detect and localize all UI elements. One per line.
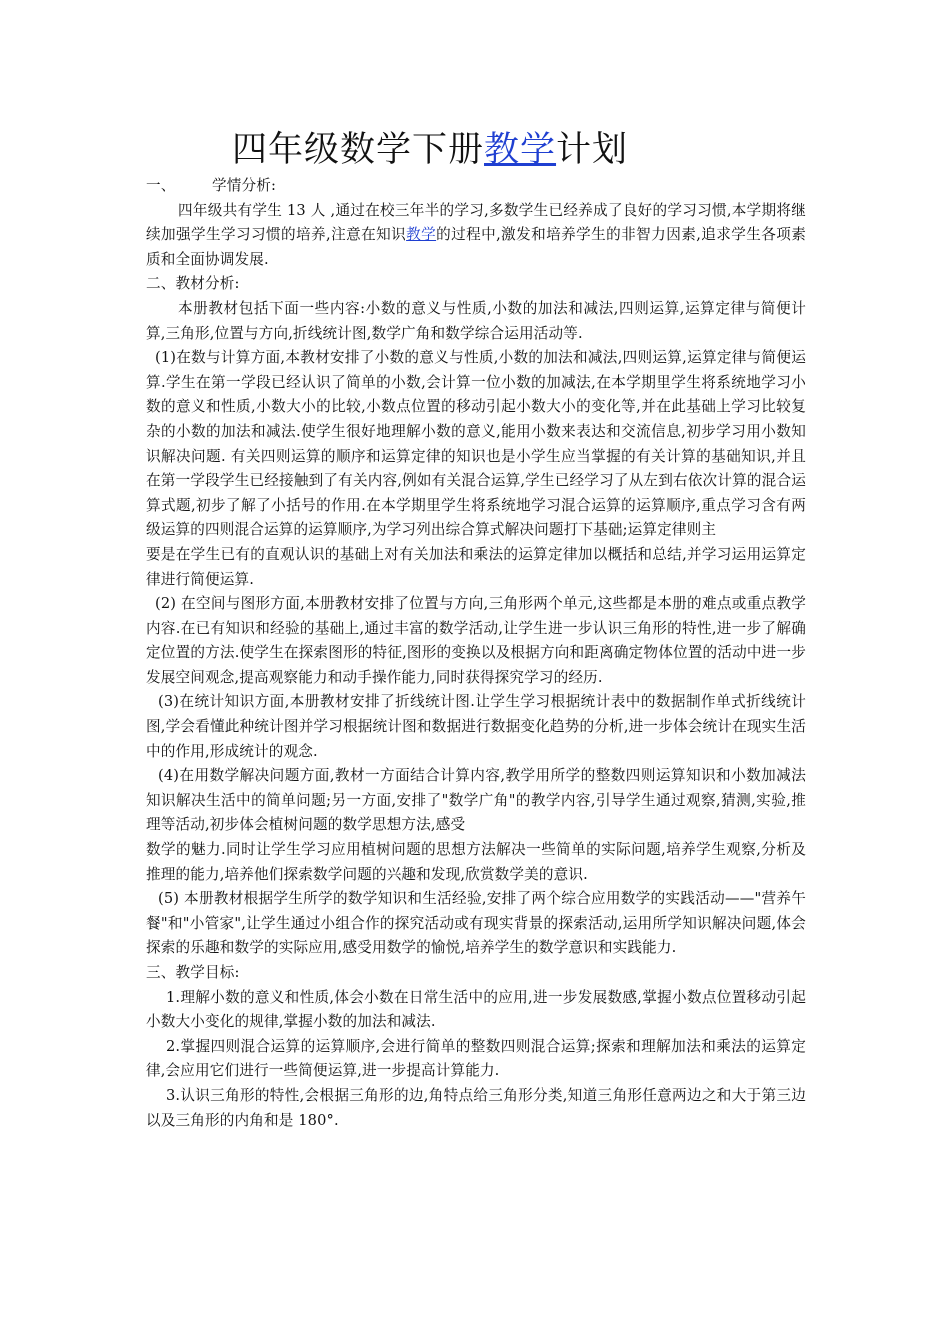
- title-text-end: 计划: [556, 130, 629, 170]
- document-body: [146, 174, 806, 1133]
- title-link-teaching[interactable]: 教学: [484, 130, 557, 170]
- section-3-goal-3: 3.认识三角形的特性,会根据三角形的边,角特点给三角形分类,知道三角形任意两边之和大于第三边以及三角形的内角和是 180°.: [146, 1086, 806, 1129]
- section-1-heading: [146, 174, 806, 199]
- section-2-item-2-paragraph: (2) 在空间与图形方面,本册教材安排了位置与方向,三角形两个单元,这些都是本册的难点或重点教学内容.在已有知识和经验的基础上,通过丰富的数学活动,让学生进一步认识三角形的特性,进一步了解确定位置的方法.使学生在探索图形的特征,图形的变换以及根据方向和距离确定物体位置的活动中进一步发展空间观念,提高观察能力和动手操作能力,同时获得探究学习的经历.: [146, 595, 806, 686]
- section-2-item-1-continuation: 要是在学生已有的直观认识的基础上对有关加法和乘法的运算定律加以概括和总结,并学习运用运算定律进行简便运算.: [146, 545, 806, 588]
- section-2-intro-paragraph: 本册教材包括下面一些内容:小数的意义与性质,小数的加法和减法,四则运算,运算定律与简便计算,三角形,位置与方向,折线统计图,数学广角和数学综合运用活动等.: [146, 299, 806, 342]
- section-3-heading: 三、教学目标:: [146, 964, 240, 981]
- section-2-item-5-paragraph: (5) 本册教材根据学生所学的数学知识和生活经验,安排了两个综合应用数学的实践活动——"营养午餐"和"小管家",让学生通过小组合作的探究活动或有现实背景的探索活动,运用所学知识解决问题,体会探索的乐趣和数学的实际应用,感受用数学的愉悦,培养学生的数学意识和实践能力.: [146, 890, 806, 957]
- inline-link-teaching[interactable]: 教学: [406, 226, 437, 244]
- section-2-item-4-continuation: 数学的魅力.同时让学生学习应用植树问题的思想方法解决一些简单的实际问题,培养学生观察,分析及推理的能力,培养他们探索数学问题的兴趣和发现,欣赏数学美的意识.: [146, 841, 806, 883]
- section-3-goal-1: 1.理解小数的意义和性质,体会小数在日常生活中的应用,进一步发展数感,掌握小数点位置移动引起小数大小变化的规律,掌握小数的加法和减法.: [146, 988, 806, 1031]
- section-1-text-a: 四年级共有学生 13 人 ,通过在校三年半的学习,多数学生已经养成了良好的学习习惯,本学期将继续加强学生学习习惯的培养,注意在知识: [146, 201, 806, 244]
- title-text-start: 四年级数学下册: [232, 130, 485, 170]
- section-1-number: 一、: [146, 177, 176, 194]
- section-2-item-1-paragraph: (1)在数与计算方面,本教材安排了小数的意义与性质,小数的加法和减法,四则运算,运算定律与简便运算.学生在第一学段已经认识了简单的小数,会计算一位小数的加减法,在本学期里学生将系统地学习小数的意义和性质,小数大小的比较,小数点位置的移动引起小数大小的变化等,并在此基础上学习比较复杂的小数的加法和减法.使学生很好地理解小数的意义,能用小数来表达和交流信息,初步学习用小数知识解决问题. 有关四则运算的顺序和运算定律的知识也是小学生应当掌握的有关计算的基础知识,并且在第一学段学生已经接触到了有关内容,例如有关混合运算,学生已经学习了从左到右依次计算的混合运算式题,初步了解了小括号的作用.在本学期里学生将系统地学习混合运算的运算顺序,重点学习含有两级运算的四则混合运算的运算顺序,为学习列出综合算式解决问题打下基础;运算定律则主: [146, 349, 806, 539]
- section-1-text-b: 的过程中,激发和培养学生的非智力因素,追求学生各项素质和全面协调发展.: [146, 226, 806, 268]
- section-2-item-3-paragraph: (3)在统计知识方面,本册教材安排了折线统计图.让学生学习根据统计表中的数据制作单式折线统计图,学会看懂此种统计图并学习根据统计图和数据进行数据变化趋势的分析,进一步体会统计在现实生活中的作用,形成统计的观念.: [146, 693, 806, 760]
- section-2-item-4-paragraph: (4)在用数学解决问题方面,教材一方面结合计算内容,教学用所学的整数四则运算知识和小数加减法知识解决生活中的简单问题;另一方面,安排了"数学广角"的教学内容,引导学生通过观察,猜测,实验,推理等活动,初步体会植树问题的数学思想方法,感受: [146, 767, 806, 834]
- section-1-title: 学情分析:: [212, 177, 277, 194]
- section-1-paragraph: [146, 199, 806, 273]
- section-2-heading: 二、教材分析:: [146, 275, 240, 293]
- page-title: [232, 128, 628, 172]
- section-3-goal-2: 2.掌握四则混合运算的运算顺序,会进行简单的整数四则混合运算;探索和理解加法和乘法的运算定律,会应用它们进行一些简便运算,进一步提高计算能力.: [146, 1037, 806, 1080]
